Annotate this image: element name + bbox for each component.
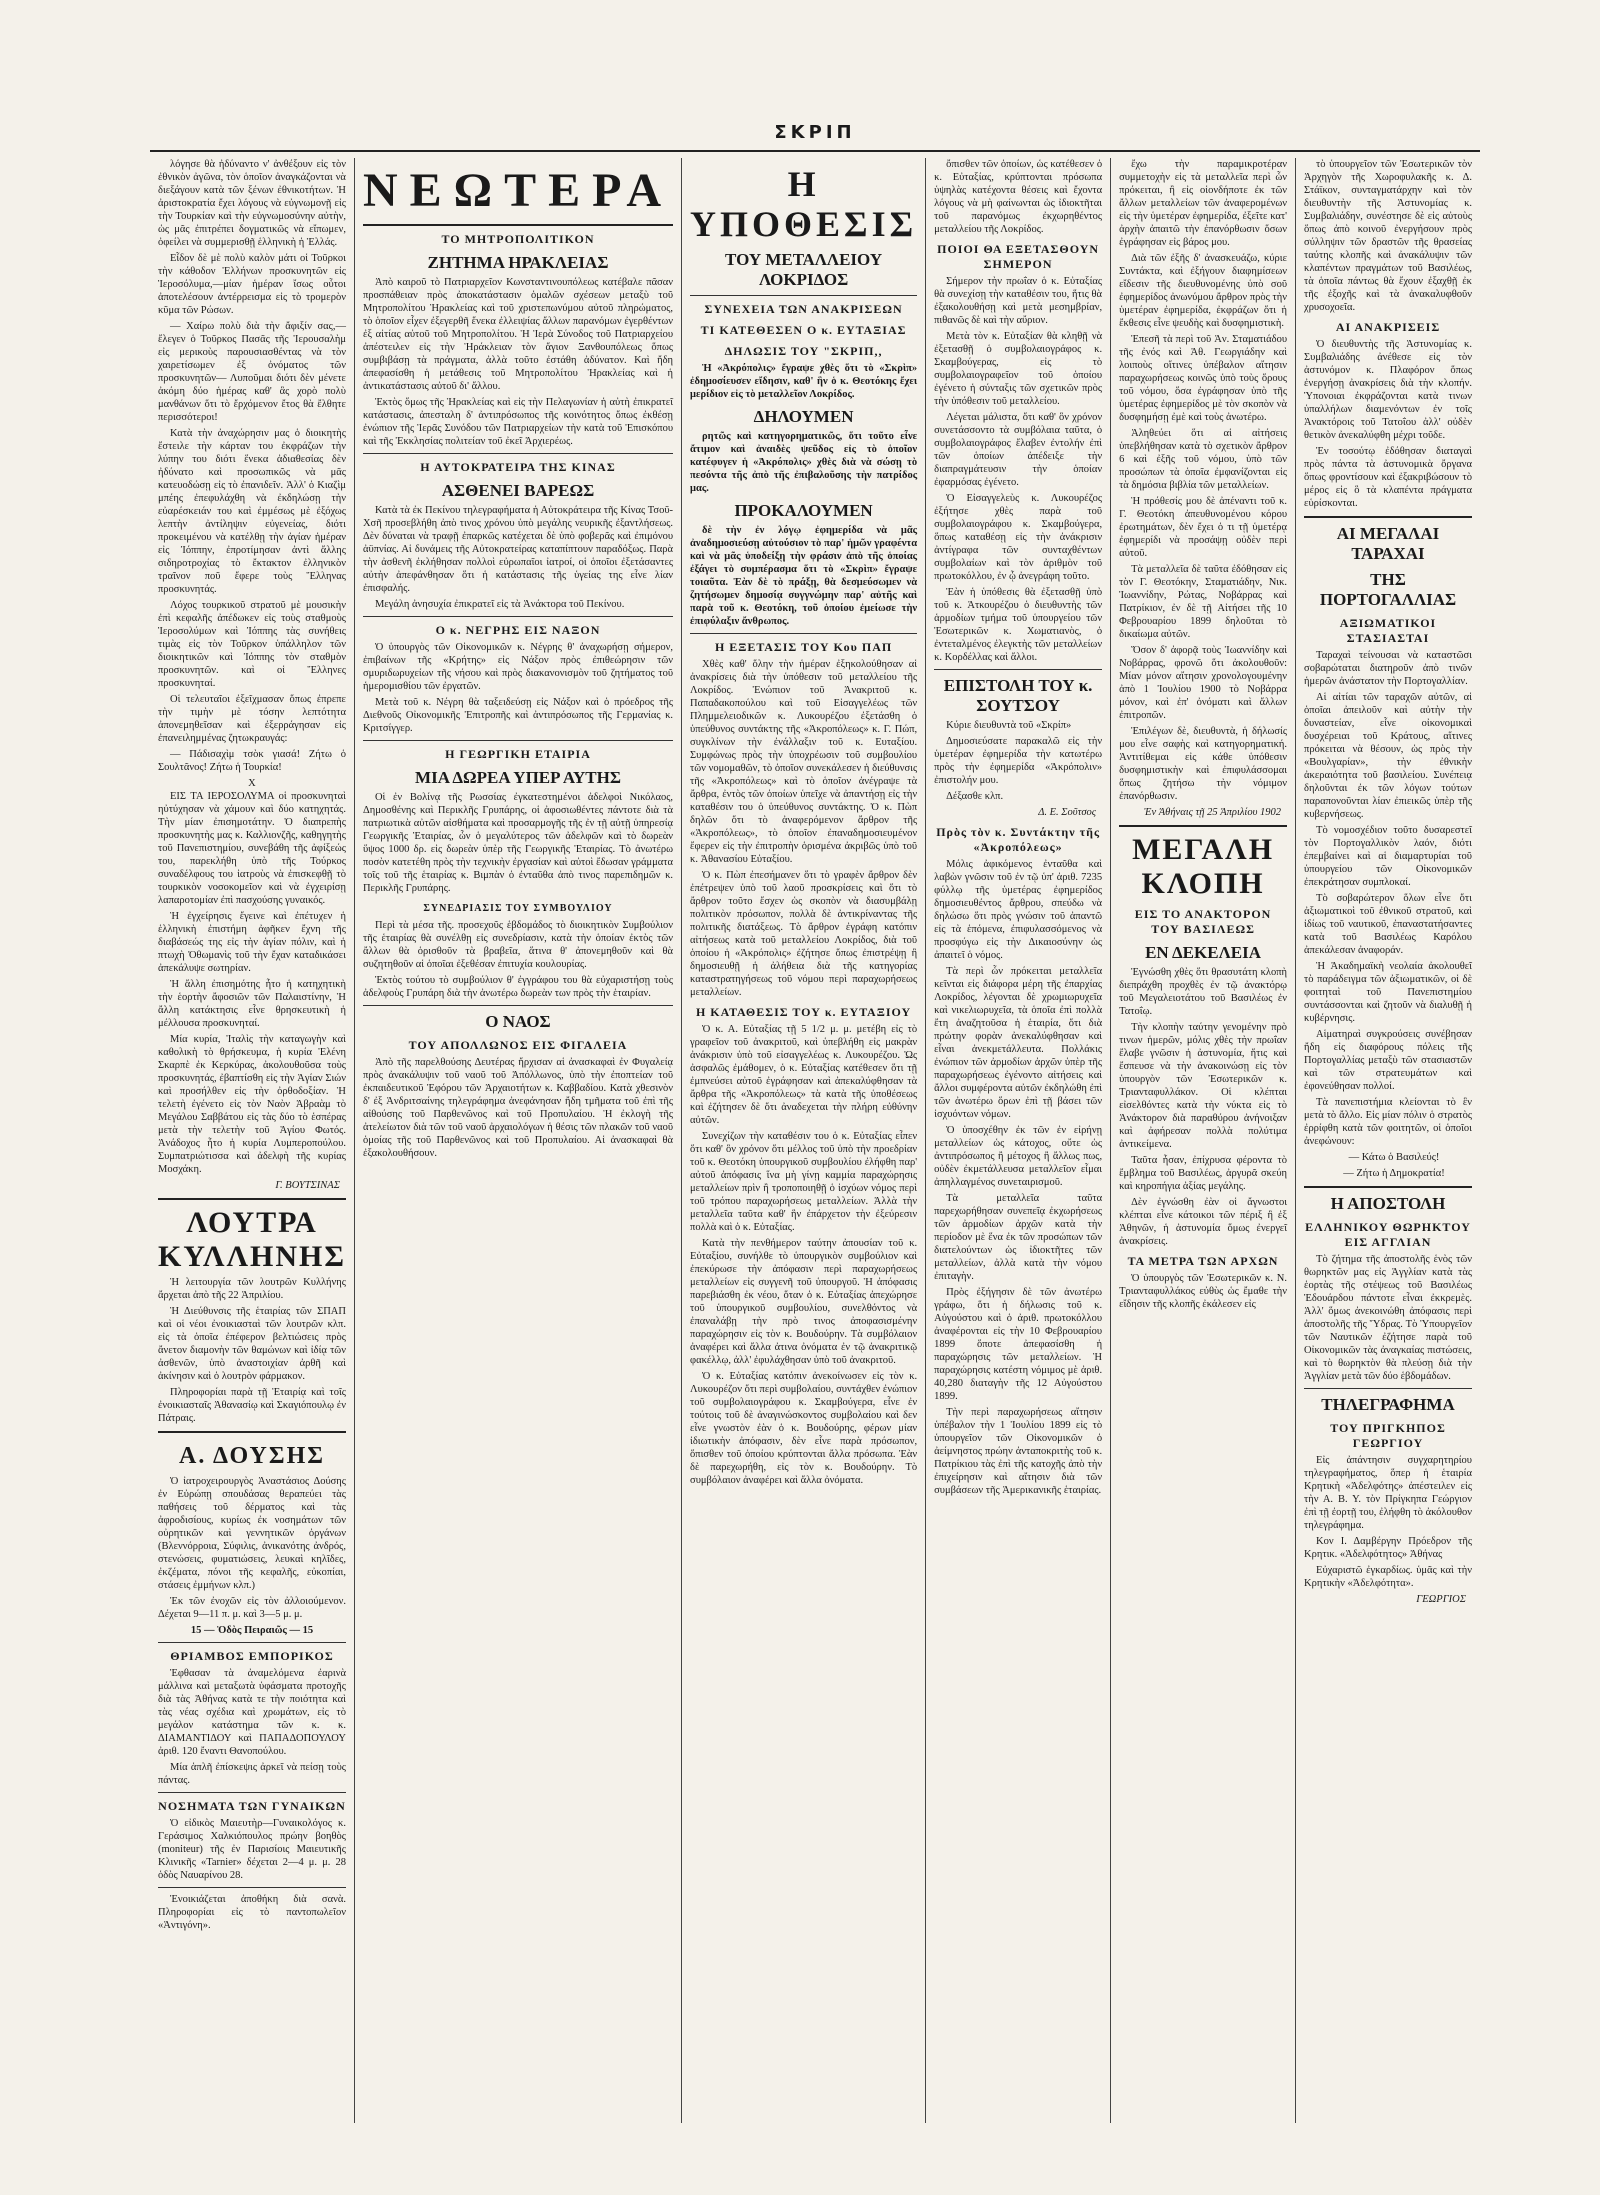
- paragraph: Τὰ πανεπιστήμια κλείονται τὸ ἓν μετὰ τὸ ἄλλο. Εἰς μίαν πόλιν ὁ στρατὸς ἐρρίφθη κατὰ τῶν φοιτητῶν, οἱ ὁποῖοι ἀνεφώνουν:: [1304, 1097, 1472, 1147]
- paragraph: Ἡ Ἀκαδημαϊκὴ νεολαία ἀκολουθεῖ τὸ παράδειγμα τῶν ἀξιωματικῶν, οἱ δὲ φοιτηταὶ τοῦ Πανεπιστημίου συντάσσονται καὶ ζητοῦν νὰ διαλυθῇ ἡ κυβέρνησις.: [1304, 961, 1472, 1024]
- paragraph: Ἀπὸ τῆς παρελθούσης Δευτέρας ἤρχισαν αἱ ἀνασκαφαὶ ἐν Φυγαλείᾳ πρὸς ἀνακάλυψιν τοῦ ναοῦ τοῦ Ἀπόλλωνος, ὑπὸ τὴν ἐποπτείαν τοῦ ἐκπαιδευτικοῦ Ἐφόρου τῶν Ἀρχαιοτήτων κ. Καββαδίου. Κατὰ χθεσινὸν δ' ἐξ Ἀνδριτσαίνης τηλεγράφημα ἀνεφάνησαν ἤδη τμῆματα τοῦ ἐπὶ τῆς αἰθούσης τοῦ Παρθενῶνος καὶ τοῦ Προπυλαίου. Ἡ ἐκλογὴ τῆς ἀτελείωτον διὰ τῶν τοῦ ναοῦ ἀρχαιολόγων ἡ θέσις τῶν πλακῶν τοῦ ναοῦ ὁμοίας τῆς τοῦ Παρθενῶνος καὶ τοῦ Προπυλαίου. Αἱ ἀνασκαφαὶ θὰ ἐξακολουθήσουν.: [362, 1057, 674, 1159]
- divider: [158, 1887, 346, 1888]
- paragraph: Οἱ ἐν Βολίνᾳ τῆς Ρωσσίας ἐγκατεστημένοι ἀδελφοὶ Νικόλαος, Δημοσθένης καὶ Περικλῆς Γρυπάρης, οἱ ἀφοσιωθέντες πάντοτε διὰ τὰ πατριωτικὰ αὐτῶν αἰσθήματα καὶ προσαρμογῆς τῆς ἐν τῇ αὐτῇ ὑπηρεσίᾳ Γεωργικῆς Ἑταιρίας, ὧν ὁ μεγαλύτερος τῶν ἀδελφῶν καὶ τὸ δωρεὰν ὕψος 1000 δρ. εἰς δωρεὰν ὑπὲρ τῆς Γεωργικῆς Ἑταιρίας. Τὸ ἀνωτέρω ποσὸν κατετέθη πρὸς τὴν τεχνικὴν ἐργασίαν καὶ αὐτοὶ ἔδωσαν γράμματα τοῖς τοῦ τῆς ἑταιρίας κ. Βιμπὰν ὁ ἐνταῦθα ἀπὸ τινος παρεπιδημῶν κ. Περικλῆς Γρυπάρης.: [362, 792, 674, 894]
- address: 15 — Ὁδὸς Πειραιῶς — 15: [190, 1625, 314, 1636]
- paragraph: Περὶ τὰ μέσα τῆς. προσεχοῦς ἑβδομάδος τὸ διοικητικὸν Συμβούλιον τῆς ἑταιρίας θὰ συνέλθῃ εἰς συνεδρίασιν, κατὰ τὴν ὁποίαν ἐκτὸς τῶν ἄλλων θὰ ὁρισθοῦν τὰ βραβεῖα, ἅτινα θ' ἀπονεμηθοῦν καὶ θὰ συζητηθοῦν αἱ ὁποῖαι ἐξεθέσαν ἐπιτυχία κουλουρίας.: [362, 920, 674, 970]
- paragraph: Εἶδον δὲ μὲ πολὺ καλὸν μάτι οἱ Τοῦρκοι τὴν κάθοδον Ἑλλήνων προσκυνητῶν εἰς Ἱεροσόλυμα,—μίαν ἡμέραν ἴσως οὗτοι ἀποτελέσουν ἀντέρρεισμα εἰς τὸ τρομερὸν κῦμα τῶν Ρώσων.: [158, 253, 346, 316]
- divider: [158, 1642, 346, 1643]
- paragraph: Ἀπὸ καιροῦ τὸ Πατριαρχεῖον Κωνσταντινουπόλεως κατέβαλε πᾶσαν προσπάθειαν πρὸς ἀποκατάστασιν ὁμαλῶν σχέσεων μεταξὺ τοῦ Μητροπολίτου Ἡρακλείας καὶ τοῦ χριστεπωνύμου αὐτοῦ πληρώματος, τὸ ὁποῖον εἶχεν ἐξεγερθῆ ἕνεκα ἐλλειψίας ἄλλων παρανόμων ἐγερθέντων ἐξ αἰτίας αὐτοῦ τοῦ Μητροπολίτου. Ἡ Ἱερὰ Σύνοδος τοῦ Πατριαρχείου ἀπέστειλεν εἰς τὴν Ἡράκλειαν τὸν ἅγιον Ξανθουπόλεως ὅπως συμβιβάσῃ τὰ πράγματα, ἀλλὰ τοῦτο ἐστάθη ἀδύνατον. Καὶ ἤδη ἀπεφασίσθη ἡ μετάθεσις τοῦ Μητροπολίτου Ἡρακλείας καὶ ἡ ἀντικατάστασις αὐτοῦ δι' ἄλλου.: [362, 277, 674, 392]
- divider: [363, 453, 673, 454]
- paragraph: Ἐκ τῶν ἐνοχῶν εἰς τὸν ἀλλοιούμενον. Δέχεται 9—11 π. μ. καὶ 3—5 μ. μ.: [158, 1596, 346, 1620]
- paragraph: Ὁ ὑποσχέθην ἐκ τῶν ἐν εἰρήνῃ μεταλλείων ὡς κάτοχος, οὔτε ὡς ἀντιπρόσωπος ἢ μέτοχος ἢ ἄλλως πως, οὐδὲν ἐκμετάλλευσα μεταλλεῖον εἶμαι ἀπηλλαγμένος συνεταιρισμοῦ.: [934, 1125, 1103, 1188]
- newspaper-columns: [150, 158, 1480, 2123]
- paragraph: — Πάδισαχὶμ τσὸκ γιασά! Ζήτω ὁ Σουλτᾶνος! Ζήτω ἡ Τουρκία!: [158, 749, 346, 773]
- paragraph: Ἡ Διεύθυνσις τῆς ἑταιρίας τῶν ΣΠΑΠ καὶ οἱ νέοι ἐνοικιασταὶ τῶν λουτρῶν κλπ. εἰς τὰ ὁποῖα ἐπέφερον βελτιώσεις πρὸς ἄνετον διαμονὴν τῶν θαμώνων καὶ ἰδίᾳ τῶν ἀσθενῶν, ὑπὸ ἀναστοιχίαν ἀρθῆ καὶ ἀκίνησιν καὶ ὁ λουτρὸν φάρμακον.: [158, 1306, 346, 1382]
- divider: [363, 224, 673, 226]
- article-subheading: ΑΙ ΑΝΑΚΡΙΣΕΙΣ: [1335, 320, 1441, 334]
- paragraph: Ἐκτὸς τούτου τὸ συμβούλιον θ' ἐγγράφου του θὰ εὐχαριστήσῃ τοὺς ἀδελφοὺς Γρυπάρη διὰ τὴν ἀνωτέρω δωρεὰν των πρὸς τὴν ἑταιρίαν.: [362, 975, 674, 999]
- paragraph: Τὰ μεταλλεῖα ταῦτα παρεχωρήθησαν συνεπεῖᾳ ἐκχωρήσεως τῶν ἀρμοδίων ἀρχῶν κατὰ τὴν περίοδον μὲ ἕνα ἐκ τῶν προσώπων τῶν διατελούντων ὡς ἰδιοκτῆτες τῶν μεταλλείων, ἀλλὰ κατὰ τὴν νόμου ἐπιταγὴν.: [934, 1193, 1103, 1282]
- article-heading: ΕΠΙΣΤΟΛΗ ΤΟΥ κ. ΣΟΥΤΣΟΥ: [943, 676, 1093, 715]
- paragraph: Δέξασθε κλπ.: [946, 791, 1004, 802]
- paragraph: Ἀληθεύει ὅτι αἱ αἰτήσεις ὑπεβλήθησαν κατὰ τὸ σχετικὸν ἄρθρον 6 καὶ ἐξῆς τοῦ νόμου, ὑπὸ τῶν προσώπων τὰ ὁποῖα ἐμφανίζονται εἰς τὰ δημόσια βιβλία τῶν μεταλλείων.: [1119, 428, 1288, 491]
- article-heading: ΤΗΛΕΓΡΑΦΗΜΑ: [1321, 1395, 1455, 1414]
- column-5: [1111, 158, 1296, 2123]
- article-subheading: ΤΙ ΚΑΤΕΘΕΣΕΝ Ο κ. ΕΥΤΑΞΙΑΣ: [700, 323, 907, 337]
- divider: [1304, 1388, 1472, 1389]
- divider: [363, 616, 673, 617]
- paragraph: Πρὸς ἐξήγησιν δὲ τῶν ἀνωτέρω γράφω, ὅτι ἡ δήλωσις τοῦ κ. Αὐγούστου καὶ ὁ ἀριθ. πρωτοκόλλου ἀναφέρονται εἰς τὴν 10 Φεβρουαρίου 1899 ὅποτε ἀπεφασίσθη ἡ παραχώρησις τῶν μεταλλείων. Ἡ παραχώρησις κατέστη νόμιμος μὲ ἀριθ. 40,280 διαταγὴν τῆς 12 Αὐγούστου 1899.: [934, 1287, 1103, 1402]
- article-subheading: ΔΗΛΩΣΙΣ ΤΟΥ "ΣΚΡΙΠ,,: [724, 344, 883, 358]
- paragraph: Οἱ τελευταῖοι ἐξεῖχμασαν ὅπως ἐπρεπε τὴν τιμὴν μὲ τόσην λεπτότητα ἀπονεμηθεῖσαν καὶ ἐξερράγησαν εἰς ἐπανειλημμένας ζητωκραυγάς:: [158, 694, 346, 744]
- paragraph: Ἐνοικιάζεται ἀποθήκη διὰ σανὰ. Πληροφορίαι εἰς τὸ παντοπωλεῖον «Ἀντιγόνη».: [158, 1894, 346, 1931]
- paragraph: Ὁ Εἰσαγγελεὺς κ. Λυκουρέζος ἐξήτησε χθὲς παρὰ τοῦ συμβολαιογράφου κ. Σκαμβούγερα, ὅπως καταθέσῃ εἰς τὴν ἀνάκρισιν ἀντίγραφα τῶν συνταχθέντων συμβολαίων καὶ τὸν ἀριθμὸν τοῦ πρωτοκόλλου, ἐν ᾧ ἀνεγράφη τοῦτο.: [934, 493, 1103, 582]
- paragraph: Κύριε διευθυντὰ τοῦ «Σκρίπ»: [946, 720, 1072, 731]
- ad-heading-nosimata: ΝΟΣΗΜΑΤΑ ΤΩΝ ΓΥΝΑΙΚΩΝ: [158, 1799, 346, 1813]
- divider: [158, 1198, 346, 1200]
- divider: [363, 1005, 673, 1006]
- divider: [1304, 516, 1472, 518]
- column-6: [1296, 158, 1480, 2123]
- article-subheading: ΣΥΝΕΔΡΙΑΣΙΣ ΤΟΥ ΣΥΜΒΟΥΛΙΟΥ: [423, 903, 613, 914]
- article-subheading: ΕΛΛΗΝΙΚΟΥ ΘΩΡΗΚΤΟΥ ΕΙΣ ΑΓΓΛΙΑΝ: [1305, 1220, 1471, 1249]
- paragraph: Δημοσιεύσατε παρακαλῶ εἰς τὴν ὑμετέραν ἐφημερίδα τὴν κατωτέρω πρὸς τὴν ἐφημερίδα «Ἀκρόπολιν» ἐπιστολήν μου.: [934, 736, 1103, 786]
- signature: ΓΕΩΡΓΙΟΣ: [1416, 1594, 1466, 1605]
- section-heading-neotera: ΝΕΩΤΕΡΑ: [362, 164, 674, 217]
- paragraph: Τὰ μεταλλεῖα δὲ ταῦτα ἐδόθησαν εἰς τὸν Γ. Θεοτόκην, Σταματιάδην, Νικ. Ἰωαννίδην, Ρώτας, Νοβάρρας καὶ Πατρίκιον, ἐν δὲ τῇ Αἰτήσει τῆς 10 Φεβρουαρίου 1899 δηλοῦται τὸ δικαίωμα αὐτῶν.: [1119, 564, 1288, 640]
- paragraph: — Ζήτω ἡ Δημοκρατία!: [1343, 1168, 1445, 1179]
- divider: [1119, 825, 1287, 827]
- article-subheading: ΤΟΥ ΑΠΟΛΛΩΝΟΣ ΕΙΣ ΦΙΓΑΛΕΙΑ: [408, 1038, 628, 1052]
- paragraph: ΕΙΣ ΤΑ ΙΕΡΟΣΟΛΥΜΑ οἱ προσκυνηταὶ ηὐτύχησαν νὰ χάμουν καὶ δύο κατηχητάς. Τὴν μίαν ἐπισημοτάτην. Ὁ διαπρεπὴς προσκυνητὴς μας κ. Καλλιονζῆς, καθηγητὴς τοῦ Πανεπιστημίου, συνεβάθη τῆς ἀφίξεώς του, παρεκλήθη ὑπὸ τῆς Τούρκος συναδέλφους του ἰατροὺς νὰ ἐπισκεφθῇ τὸ τουρκικὸν νοσοκομεῖον καὶ νὰ ἐγχειρίσῃ λαπαροτομίαν ἐπὶ πασχούσης γυναικός.: [158, 791, 346, 906]
- paragraph: Ὁ ἰατροχειρουργὸς Ἀναστάσιος Δούσης ἐν Εὐρώπῃ σπουδάσας θεραπεύει τὰς παθήσεις τοῦ δέρματος καὶ τὰς ἀφροδισίους, κυρίως ἐκ νοσημάτων τῶν οὐρητικῶν καὶ γεννητικῶν ὀργάνων (Βλεννόρροια, Σύφιλις, ἀνικανότης ἀνδρός, στενώσεις, φυματιώσεις, λευκαὶ κηλῖδες, ἐκζέματα, πόνοι τῆς κεφαλῆς, εὐκοπίαι, στάσεις ἐμμήνων κλπ.): [158, 1476, 346, 1591]
- paragraph: ὄπισθεν τῶν ὁποίων, ὡς κατέθεσεν ὁ κ. Εὐταξίας, κρύπτονται πρόσωπα ὑψηλὰς κατέχοντα θέσεις καὶ ἔχοντα λόγους νὰ μὴ φαίνωνται ὡς ἰδιοκτῆται τοῦ παρανόμως ἐκχωρηθέντος μεταλλείου τῆς Λοκρίδος.: [934, 159, 1103, 235]
- paragraph: Μόλις ἀφικόμενος ἐνταῦθα καὶ λαβὼν γνῶσιν τοῦ ἐν τῷ ὑπ' ἀριθ. 7235 φύλλῳ τῆς ὑμετέρας ἐφημερίδος δημοσιευθέντος ἄρθρου, σπεύδω νὰ δηλώσω ὅτι πρὸς γνώσιν τοῦ ἀπαντῶ εἰς τὰ ἑπόμενα, ἐπιφυλασσόμενος νὰ προσφύγω εἰς τὴν Δικαιοσύνην ὡς ἀπαιτεῖ ὁ νόμος.: [934, 859, 1103, 961]
- article-subheading: ΤΟΥ ΠΡΙΓΚΗΠΟΣ ΓΕΩΡΓΙΟΥ: [1330, 1421, 1446, 1450]
- paragraph: ἔχω τὴν παραμικροτέραν συμμετοχὴν εἰς τὰ μεταλλεῖα περὶ ὧν πρόκειται, ἢ εἰς οἱονδήποτε ἐκ τῶν ἄλλων μεταλλείων τῶν ἀναφερομένων εἰς τὴν ὑμετέραν ἐφημερίδα, ἐξεῖτε κατ' ἀρχὴν ἀπαιτῶ τὴν ἐπανόρθωσιν ὅσων ἐγράφησαν εἰς βάρος μου.: [1119, 159, 1288, 248]
- paragraph: Συνεχίζων τὴν καταθέσιν του ὁ κ. Εὐταξίας εἶπεν ὅτι καθ' ὃν χρόνον ὅτι μέλλος τοῦ ὑπὸ τὴν προεδρίαν τοῦ κ. Θεοτόκη ὑπουργικοῦ συμβουλίου ἐλήφθη παρ' αὐτοῦ ἀπόφασις ἵνα μὴ γίνῃ καμμία παραχώρησις μεταλλείων πρὶν ἢ τροποποιηθῇ ὁ ἰσχύων νόμος περὶ τοῦ τρόπου παραχωρήσεως μεταλλείων. Ἀλλὰ τὴν μεταλλεῖα ταῦτα καθ' ἣν ἐπάρχετον τὴν ἐξεύρεσιν πολλὰ καὶ ὁ κ. Εὐταξίας.: [690, 1131, 918, 1233]
- paragraph: Μετὰ τὸν κ. Εὐταξίαν θὰ κληθῇ νὰ ἐξετασθῇ ὁ συμβολαιογράφος κ. Σκαμβούγερας, εἰς τὸ συμβολαιογραφεῖον τοῦ ὁποίου ἐγένετο ἡ σύνταξις τῶν σχετικῶν πρὸς τὴν ὑπόθεσιν τοῦ μεταλλείου.: [934, 331, 1103, 407]
- paragraph: Μεγάλη ἀνησυχία ἐπικρατεῖ εἰς τὰ Ἀνάκτορα τοῦ Πεκίνου.: [374, 599, 625, 610]
- paragraph: Αἱ αἰτίαι τῶν ταραχῶν αὐτῶν, αἱ ὁποῖαι ἀπειλοῦν καὶ αὐτὴν τὴν δυναστείαν, εἶνε οἰκονομικαὶ δυσχέρειαι τοῦ Κράτους, αἵτινες πρόκειται νὰ θέσουν, ὡς πρὸς τὴν «Βουλγαρίαν», τὴν ἐθνικὴν ἀκεραιότητα τοῦ βασιλείου. Συνέπειᾳ δηλοῦνται ἐκ τῶν λόγων τούτων παραπονοῦνται λίαν ἐπιεικῶς ὑπὲρ τῆς κυβερνήσεως.: [1304, 692, 1472, 820]
- article-subheading: Η ΕΞΕΤΑΣΙΣ ΤΟΥ Κου ΠΑΠ: [714, 640, 893, 654]
- paragraph: τὸ ὑπουργεῖον τῶν Ἐσωτερικῶν τὸν Ἀρχηγὸν τῆς Χωροφυλακῆς κ. Δ. Στάϊκον, συνταγματάρχην καὶ τὸν διευθυντὴν τῆς Ἀστυνομίας κ. Συμβαλιάδην, συνέστησε δὲ εἰς αὐτοὺς ὅπως ἀπὸ κοινοῦ ἐνεργήσουν πρὸς σύλληψιν τῶν δραστῶν τῆς θρασείας ταύτης κλοπῆς καὶ ἀνακάλυψιν τῶν κλαπέντων πραγμάτων τοῦ Βασιλέως, τὰ ὁποῖα πάντως θὰ ἔχουν ἐξαχθῇ ἐκ τῆς ἐξοχῆς καὶ τὰ ἀνακαλυφθοῦν χρυσοχοεῖα.: [1304, 159, 1472, 313]
- paragraph: Λέγεται μάλιστα, ὅτι καθ' ὃν χρόνον συνετάσσοντο τὰ συμβόλαια ταῦτα, ὁ συμβολαιογράφος ἔλαβεν ἐντολήν ἐπὶ τῶν ὁποίων ἀπέδειξε τὴν διαπραγμάτευσιν τὴν ὁποίαν ἐφαρμόσας ἐγένετο.: [934, 412, 1103, 488]
- paragraph: Ἐν τοσούτῳ ἐδόθησαν διαταγαὶ πρὸς πάντα τὰ ἀστυνομικὰ ὄργανα ὅπως φροντίσουν καὶ ἐξακριβώσουν τὸ μέρος εἰς ὃ τὰ κλαπέντα πράγματα εὑρίσκονται.: [1304, 446, 1472, 509]
- paragraph: Ἡ πρόθεσίς μου δὲ ἀπέναντι τοῦ κ. Γ. Θεοτόκη ἀπευθυνομένου κόρου ἐρωτημάτων, δὲν ἔχει ὁ τι τῇ ὑμετέρᾳ ἐφημερίδι νὰ προσάψῃ οὐδὲν περὶ αὐτοῦ.: [1119, 496, 1288, 559]
- article-heading: ΜΕΓΑΛΗ ΚΛΟΠΗ: [1132, 833, 1275, 900]
- paragraph: — Χαίρω πολὺ διὰ τὴν ἄφιξίν σας,— ἔλεγεν ὁ Τοῦρκος Πασᾶς τῆς Ἱερουσαλὴμ εἰς μερικοὺς παρουσιασθέντας νὰ τὸν χαιρετίσωμεν ἐξ ὀνόματος τῶν προσκυνητῶν— Λυποῦμαι διότι δὲν μένετε ἀκόμη δύο ἡμέρας καθ' ἃς χορὸ πολὺ μανθάνων ὅτι τὸ ἔρχόμενον ἔτος θὰ ἔλθητε περισσότεροι!: [158, 321, 346, 423]
- paragraph: Ταραχαὶ τείνουσαι νὰ καταστῶσι σοβαρώταται διατηροῦν ἀπὸ τινῶν ἡμερῶν ἀνάστατον τὴν Πορτογαλλίαν.: [1304, 650, 1472, 687]
- paragraph: Ὁ διευθυντὴς τῆς Ἀστυνομίας κ. Συμβαλιάδης ἀνέθεσε εἰς τὸν ἀστυνόμον κ. Πλαφόρον ὅπως ἐνεργήσῃ ἀνακρίσεις διὰ τὴν κλοπήν. Ὑπονοιαι ἐκφράζονται κατὰ τινων ὑπαλλήλων διαμενόντων ἐν τοῖς Ἀνακτόροις τοῦ Τατοΐου ἀλλ' οὐδὲν θετικὸν ἀνεκαλύφθη μέχρι τοῦδε.: [1304, 339, 1472, 441]
- statement-heading: ΠΡΟΚΑΛΟΥΜΕΝ: [734, 501, 873, 520]
- article-heading: Ο ΝΑΟΣ: [485, 1012, 551, 1031]
- paragraph: Ἐφθασαν τὰ ἀναμελόμενα ἐαρινὰ μάλλινα καὶ μεταξωτὰ ὑφάσματα προτοχῆς διὰ τὰς Ἀθήνας κατὰ τε τὴν ποιότητα καὶ τὰς νέας σχέδια καὶ χρωμάτων, εἰς τὸ μεγάλον κατάστημα τῶν κ. κ. ΔΙΑΜΑΝΤΙΔΟΥ καὶ ΠΑΠΑΔΟΠΟΥΛΟΥ ἀριθ. 120 ἔναντι Θανοπούλου.: [158, 1668, 346, 1757]
- paragraph: Εἰς ἀπάντησιν συγχαρητηρίου τηλεγραφήματος, ὅπερ ἡ ἑταιρία Κρητικὴ «Ἀδελφότης» ἀπέστειλεν εἰς τὴν Α. Β. Υ. τὸν Πρίγκηπα Γεώργιον ἐπὶ τῇ ἐορτῇ του, ἐλήφθη τὸ ἀκόλουθον τηλεγράφημα.: [1304, 1455, 1472, 1531]
- divider: [158, 1431, 346, 1433]
- column-3: [682, 158, 926, 2123]
- paragraph: Ὁ εἰδικὸς Μαιευτὴρ—Γυναικολόγος κ. Γεράσιμος Χαλκιόπουλος πρώην βοηθὸς (moniteur) τῆς ἐν Παρισίοις Μαιευτικῆς Κλινικῆς «Tarnier» δέχεται 2—4 μ. μ. 28 ὁδὸς Ναυαρίνου 28.: [158, 1818, 346, 1881]
- paragraph: λόγησε θὰ ἠδύναντο ν' ἀνθέξουν εἰς τὸν ἐθνικὸν ἀγῶνα, τὸν ὁποῖον ἀναγκάζονται νὰ διεξάγουν κατὰ τῶν ξένων ἐθνικοτήτων. Ἡ ἀριστοκρατία ἔχει λόγους νὰ εὐγνωμονῇ εἰς τὴν Τουρκίαν καὶ τὴν εὐγνωμοσύνην αὐτὴν, ὡς μᾶς ἐπιτρέπει δογματικῶς νὰ εἴπωμεν, ὀφείλει νὰ συμμερισθῇ ἑλληνικὴ ἡ Ἑλλάς.: [158, 159, 346, 248]
- paragraph: Κατὰ τὴν ἀναχώρησιν μας ὁ διοικητὴς ἔστειλε τὴν κάρταν του ἐκφράζων τὴν λύπην του διότι ἕνεκα ἀδιαθεσίας δὲν ἠδύνατο καὶ προσωπικῶς νὰ μᾶς κατευοδώσῃ εἰς τὸ ἐπανιδεῖν. Ἀλλ' ὁ Κιαζὶμ μπέης ἐπεφυλάχθη νὰ ἐκδηλώσῃ τὴν εὐαρέσκειάν του καὶ ἐμμέσως μὲ ἐξόχως λεπτὴν ἀντίληψιν εὐγενείας, διότι προκειμένου νὰ κατέλθῃ τὴν ἀγίαν ἡμέραν εἰς Ἰόππην, ἐπροτίμησαν ἀντὶ ἄλλης σιδηροτροχίας τὸ ἔκτακτον ἐλληνικὸν τραῖνον ποῦ ἔφερε τοὺς Ἕλληνας προσκυνητάς.: [158, 428, 346, 595]
- paragraph: Κον Ι. Δαμβέργην Πρόεδρον τῆς Κρητικ. «Ἀδελφότητος» Ἀθήνας: [1304, 1536, 1472, 1560]
- column-2: [355, 158, 682, 2123]
- paragraph: Αἱματηραὶ συγκρούσεις συνέβησαν ἤδη εἰς διαφόρους πόλεις τῆς Πορτογαλλίας μεταξὺ τῶν στασιαστῶν καὶ τῶν στρατευμάτων καὶ ἐφονεύθησαν πολλοί.: [1304, 1029, 1472, 1092]
- column-1: [150, 158, 355, 2123]
- paragraph: Ὁ ὑπουργὸς τῶν Ἐσωτερικῶν κ. Ν. Τριανταφυλλάκος εὐθὺς ὡς ἔμαθε τὴν εἴδησιν τῆς κλοπῆς ἐκάλεσεν εἰς: [1119, 1273, 1288, 1310]
- article-subheading: ΠΟΙΟΙ ΘΑ ΕΞΕΤΑΣΘΟΥΝ ΣΗΜΕΡΟΝ: [937, 242, 1100, 271]
- paragraph: Ἡ ἐγχείρησις ἔγεινε καὶ ἐπέτυχεν ἡ ἑλληνικὴ ἐπιστήμη ἀφῆκεν ἔχνη τῆς διαβάσεώς της εἰς τὴν ἁγίαν πόλιν, καὶ ἡ πτωχὴ Ὀθωμανὶς τοῦ τὴν ἔχαν καταδικάσει ἀπεκάλυψε σωτηρίαν.: [158, 911, 346, 974]
- paragraph: Μετὰ τοῦ κ. Νέγρη θὰ ταξειδεύσῃ εἰς Νάξον καὶ ὁ πρόεδρος τῆς Διεθνοῦς Οἰκονομικῆς Ἐπιτροπῆς καὶ ἀντιπρόσωπος τῆς Γερμανίας κ. Κριτσίγγερ.: [362, 697, 674, 734]
- paragraph: Ὁ κ. Α. Εὐταξίας τῇ 5 1/2 μ. μ. μετέβη εἰς τὸ γραφεῖον τοῦ ἀνακριτοῦ, καὶ ὑπεβλήθη εἰς μακρὰν ἀνάκρισιν ὑπὸ τοῦ εἰσαγγελέως κ. Λυκουρέζου. Ὡς ἀσφαλῶς ἐμάθομεν, ὁ κ. Εὐταξίας κατέθεσεν ὅτι τῇ ἐμπνεύσει αὐτοῦ ἐγράφησαν καὶ ἀπεκαλύφθησαν τὰ ἄρθρα τῆς «Ἀκροπόλεως» τὰ κατὰ τῆς ὑποθέσεως καὶ ἐζήτησεν δὲ ὅτι ἀναδεχεται τὴν πλήρη εὐθύνην αὐτῶν.: [690, 1024, 918, 1126]
- paragraph: Ὅσον δ' ἀφορᾷ τοὺς Ἰωαννίδην καὶ Νοβάρρας, φρονῶ ὅτι ἀκολουθοῦν: Μίαν μόνον αἴτησιν χρονολογουμένην ἀπὸ 1 Ἰουλίου 1900 τὸ Νοβάρρα μόνον, καὶ ἐπ' ὀνόματι καὶ ἄλλων ἐπιτροπῶν.: [1119, 645, 1288, 721]
- masthead: [150, 120, 1480, 152]
- article-subheading: ΤΟΥ ΜΕΤΑΛΛΕΙΟΥ ΛΟΚΡΙΔΟΣ: [725, 250, 883, 289]
- paragraph: Μία κυρία, Ἰταλὶς τὴν καταγωγὴν καὶ καθολικὴ τὸ θρήσκευμα, ἡ κυρία Ἐλένη Σκαρπὲ ἐκ Κερκύρας, ἀκολουθοῦσα τοὺς προσκυνητάς, ἐβαπτίσθη εἰς τὴν Ἁγίαν Σιών καὶ προσήλθεν εἰς τὴν ὀρθοδοξίαν. Ἡ τελετὴ ἐγένετο εἰς τὸν Ναὸν Ἀβραὰμ τὸ Μεγάλου Σαββάτου εἰς τὰς δύο τὸ ἑσπέρας μετὰ τὴν τελετὴν τοῦ Ἁγίου Φωτός. Ἀνάδοχος ἦτο ἡ κυρία Λυμπεροπούλου. Συμπατριώτισσα καὶ ἀδελφὴ τῆς κυρίας Μοσχάκη.: [158, 1034, 346, 1175]
- article-subheading: ΑΣΘΕΝΕΙ ΒΑΡΕΩΣ: [441, 481, 595, 500]
- section-mark: Χ: [248, 778, 256, 789]
- article-heading: ΑΙ ΜΕΓΑΛΑΙ ΤΑΡΑΧΑΙ: [1336, 524, 1440, 563]
- paragraph: ρητῶς καὶ κατηγορηματικῶς, ὅτι τοῦτο εἶνε ἄτιμον καὶ ἀναιδὲς ψεῦδος εἰς τὸ ὁποῖον κατέφυγεν ἡ «Ἀκρόπολις» χθὲς διὰ νὰ σώσῃ τὸ πεσόντα τῆς ἀπὸ τῆς ἐπιβαλοῦσης τὴν πατρίδος μας.: [690, 431, 918, 494]
- paragraph: Τὸ σοβαρώτερον ὅλων εἶνε ὅτι ἀξιωματικοὶ τοῦ ἐθνικοῦ στρατοῦ, καὶ ἰδίως τοῦ ναυτικοῦ, ἐπαναστατήσαντες κατὰ τοῦ Βασιλέως Καρόλου ἀπεκάλεσαν ἀναφοράν.: [1304, 893, 1472, 956]
- divider: [158, 1792, 346, 1793]
- article-heading: Η ΓΕΩΡΓΙΚΗ ΕΤΑΙΡΙΑ: [445, 747, 591, 761]
- article-subheading: ΖΗΤΗΜΑ ΗΡΑΚΛΕΙΑΣ: [427, 253, 609, 272]
- signature: Γ. ΒΟΥΤΣΙΝΑΣ: [275, 1180, 340, 1191]
- paragraph: Σήμερον τὴν πρωΐαν ὁ κ. Εὐταξίας θὰ συνεχίσῃ τὴν καταθέσιν του, ἥτις θὰ ἐξακολουθήσῃ καὶ μετὰ μεσημβρίαν, πιθανῶς δὲ καὶ τὴν αὔριον.: [934, 276, 1103, 326]
- ad-heading-thriamvos: ΘΡΙΑΜΒΟΣ ΕΜΠΟΡΙΚΟΣ: [170, 1649, 334, 1663]
- signature: Ἐν Ἀθήναις τῇ 25 Ἀπριλίου 1902: [1144, 807, 1282, 818]
- divider: [363, 740, 673, 741]
- paragraph: Χθὲς καθ' ὅλην τὴν ἡμέραν ἐξηκολούθησαν αἱ ἀνακρίσεις διὰ τὴν ὑπόθεσιν τοῦ μεταλλείου τῆς Λοκρίδος. Ἐνώπιον τοῦ Ἀνακριτοῦ κ. Παπαδακοπούλου καὶ τοῦ Εἰσαγγελέως τῶν Πλημμελειοδικῶν κ. Λυκουρέζου ἐξετάσθη ὁ ὑπεύθυνος συντάκτης τῆς «Ἀκροπόλεως» κ. Γ. Πώπ, συγκλίνων τὴν ἐνάλλαξιν τοῦ κ. Ευταξίου. Συμφώνως πρὸς τὴν ὑποχρέωσιν τοῦ συμβουλίου τῶν νομομαθῶν, τὸ ὁποῖον συνεκάλεσεν ἡ διεύθυνσις τῆς «Ἀκροπόλεως» καὶ τὸ ὁποῖον ἀνέγραψε τὰ ἄρθρα, ἐντὸς τῶν ὁποίων ὑπεῖχε νὰ ἀπαντήσῃ εἰς τὴν καταθέσιν του ὁ ὑπεύθυνος συντάκτης. Ὁ κ. Πὼπ δηλῶν ὅτι τὸ ἀναφερόμενον ἄρθρον τῆς «Ἀκροπόλεως», τὸ ὁποῖον ἐπαναδημοσιευμένον ἔφερεν εἰς τὴν ἐπιτροπὴν ὁρισμένα ἀκριβῶς ὑπὸ τοῦ κ. Ἀθανασίου Εὐταξίου.: [690, 659, 918, 865]
- article-heading: Η ΥΠΟΘΕΣΙΣ: [690, 164, 918, 244]
- paragraph: Τὴν κλοπὴν ταύτην γενομένην πρὸ τινων ἡμερῶν, μόλις χθὲς τὴν πρωΐαν ἔλαβε γνῶσιν ἡ ἀστυνομία, ἥτις καὶ ἔσπευσε νὰ τὴν ἀνακοινώσῃ εἰς τὸν ὑπουργὸν τῶν Ἐσωτερικῶν κ. Τριανταφυλλάκον. Οἱ κλέπται εἰσελθόντες κατὰ τὴν νύκτα εἰς τὸ Ἀνάκτορον διὰ παραθύρου ἀνήνοιξαν καὶ ἀφήρεσαν πολλὰ πολύτιμα ἀντικείμενα.: [1119, 1022, 1288, 1150]
- paragraph: Ὁ ὑπουργὸς τῶν Οἰκονομικῶν κ. Νέγρης θ' ἀναχωρήσῃ σήμερον, ἐπιβαίνων τῆς «Κρήτης» εἰς Νάξον πρὸς ἐπιθεώρησιν τῶν σμυριδωρυχείων τῆς νήσου καὶ πρὸς διακανονισμὸν τοῦ ζητήματος τοῦ ἡμερομισθίου τῶν ἐργατῶν.: [362, 642, 674, 692]
- paragraph: Ἐγνώσθη χθὲς ὅτι θρασυτάτη κλοπὴ διεπράχθη προχθὲς ἐν τῷ ἀνακτόρῳ τοῦ Μεγαλειοτάτου τοῦ Βασιλέως ἐν Τατοΐῳ.: [1119, 967, 1288, 1017]
- divider: [690, 633, 917, 634]
- paragraph: Λόχος τουρκικοῦ στρατοῦ μὲ μουσικὴν ἐπὶ κεφαλῆς ἀπέδωκεν εἰς τοὺς σταθμοὺς Ἱεροσολύμων καὶ Ἰόππης τὰς συνήθεις τιμὰς εἰς τὸν Τοῦρκον ὑπάλληλον τῶν διοικητικῶν καὶ Ἰόππης τὸν σταθμὸν προσκυνητῶν. καὶ οἱ Ἕλληνες προσκυνηταί.: [158, 600, 346, 689]
- paragraph: Ἡ ἄλλη ἐπισημότης ἦτο ἡ κατηχητικὴ τὴν ἑορτὴν ἄφοσιῶν τῶν Παλαιστίνην, Ἡ ἄλλη κατάκτησις εἶνε θρησκευτικὴ ἡ μέλλουσα προσκυνηταί.: [158, 979, 346, 1029]
- article-heading: ΤΗΣ ΠΟΡΤΟΓΑΛΛΙΑΣ: [1319, 570, 1457, 609]
- article-heading: ΤΟ ΜΗΤΡΟΠΟΛΙΤΙΚΟΝ: [441, 232, 595, 246]
- paragraph: Διὰ τῶν ἐξῆς δ' ἀνασκευάζω, κύριε Συντάκτα, καὶ ἐξήγουν διαφημίσεων εἴδεσιν τῆς διευθυνομένης ὑπὸ σοῦ ἐφημερίδος ἀνωνύμου ἄρθρον πρὸς τὴν ὑμετέραν ἐφημερίδα, ἐκφράζων ὅτι ἡ ἔκθεσις εἶνε ψευδὴς καὶ δυσφημιστικὴ.: [1119, 253, 1288, 329]
- ad-heading-douses: Α. ΔΟΥΣΗΣ: [179, 1443, 325, 1469]
- divider: [690, 295, 917, 296]
- paragraph: Κατὰ τὰ ἐκ Πεκίνου τηλεγραφήματα ἡ Αὐτοκράτειρα τῆς Κίνας Τσοῦ-Χσῆ προσεβλήθη ἀπὸ τινος χρόνου ὑπὸ μεγάλης νευρικῆς ἐξαντλήσεως. Δὲν δύναται νὰ τραφῇ ἐπαρκῶς κατέχεται δὲ ὑπὸ φοβερᾶς καὶ ἐπιμόνου ἀϋπνίας. Αἱ δυνάμεις τῆς Αὐτοκρατείρας καταπίπτουν παραδόξως. Παρὰ τὴν ἀσθενῆ ἐκλήθησαν πολλοὶ εὐρωπαῖοι ἰατροί, οἱ ὁποῖοι ἐξετάσαντες αὐτὴν ἀπεφάνθησαν ὅτι ἡ κατάστασις τῆς ὑγείας της εἶνε λίαν ἐπισφαλής.: [362, 505, 674, 594]
- paragraph: Τὸ νομοσχέδιον τοῦτο δυσαρεστεῖ τὸν Πορτογαλλικὸν λαόν, διότι ἐπεμβαίνει καὶ αἱ διαμαρτυρίαι τοῦ ὑπουργείου τῶν Οἰκονομικῶν ἐπεκράτησαν συμπλοκαί.: [1304, 825, 1472, 888]
- paragraph: Ἐπεσῆ τὰ περὶ τοῦ Ἀν. Σταματιάδου τῆς ἐνός καὶ Ἀθ. Γεωργιάδην καὶ λοιποὺς οἵτινες ὑπέβαλον αἴτησιν παραχωρήσεως κοινῶς ὑπὸ τοὺς ὅρους τοῦ νόμου, ὅσα ἐγράφησαν ὑπὸ τῆς ὑμετέρας ἐφημερίδος μὲ τὸν σκοπὸν νὰ δυσφημήσῃ ἐμὲ καὶ τοὺς ἀνωτέρω.: [1119, 334, 1288, 423]
- article-subheading: ΤΑ ΜΕΤΡΑ ΤΩΝ ΑΡΧΩΝ: [1127, 1254, 1279, 1268]
- article-subheading: ΜΙΑ ΔΩΡΕΑ ΥΠΕΡ ΑΥΤΗΣ: [415, 768, 621, 787]
- article-heading: Η ΑΥΤΟΚΡΑΤΕΙΡΑ ΤΗΣ ΚΙΝΑΣ: [420, 460, 616, 474]
- paragraph: Ἡ λειτουργία τῶν λουτρῶν Κυλλήνης ἄρχεται ἀπὸ τῆς 22 Ἀπριλίου.: [158, 1277, 346, 1301]
- paragraph: Εὐχαριστῶ ἐγκαρδίως. ὑμᾶς καὶ τὴν Κρητικὴν «Ἀδελφότητα».: [1304, 1565, 1472, 1589]
- paragraph: δὲ τὴν ἐν λόγῳ ἐφημερίδα νὰ μᾶς ἀναδημοσιεύσῃ αὐτούσιον τὸ παρ' ἡμῶν γραφέντα καὶ νὰ μᾶς ὑποδείξῃ τὴν φράσιν ἀπὸ τῆς ὁποίας ἐξάγει τὸ συμπέρασμα ὅτι τὸ «Σκρὶπ» ἔγραψε τοιαῦτα. Ἐὰν δὲ τὸ πράξῃ, θὰ δεσμεύσωμεν νὰ ζητήσωμεν δημοσίᾳ συγγνώμην παρ' αὐτῆς καὶ παρὰ τοῦ κ. Θεοτόκη, τοῦ ὁποίου ἐμείωσε τὴν ἐπιφύλαξιν ἄνθρωπος.: [690, 525, 918, 627]
- paragraph: Τὸ ζήτημα τῆς ἀποστολῆς ἑνὸς τῶν θωρηκτῶν μας εἰς Ἀγγλίαν κατὰ τὰς ἑορτὰς τῆς στέψεως τοῦ Βασιλέως Ἐδουάρδου πάντοτε εἶναι ἐκκρεμὲς. Ἀλλ' ὅμως ἀνεκοινώθη ἀπόφασις περὶ ἀποστολῆς τῆς Ὕδρας. Τὸ Ὑπουργεῖον τῶν Ναυτικῶν ἐζήτησε παρὰ τοῦ Οἰκονομικῶν τὰς ἀναγκαίας πιστώσεις, καὶ τὸ θωρηκτὸν θὰ πλεύσῃ διὰ τὴν Ἀγγλίαν μετὰ τῶν δύο ἑβδομάδων.: [1304, 1254, 1472, 1382]
- paragraph: Κατὰ τὴν πενθήμερον ταύτην ἀπουσίαν τοῦ κ. Εὐταξίου, συνήλθε τὸ ὑπουργικὸν συμβούλιον καὶ ἐπεκύρωσε τὴν ἀπόφασιν περὶ παραχωρήσεως μεταλλείων εἰς συγγενῆ τοῦ ὑπουργοῦ. Ἡ ἀπόφασις παρεβιάσθη ἐκ νέου, ὅταν ὁ κ. Εὐταξίας ἀπεχώρησε τοῦ ὑπουργικοῦ συμβουλίου, συνελθόντος νὰ ἐπαναλάβῃ τὴν πρὸ τινος ἀποφασισμένην παραχώρησιν εἰς τὸν κ. Βουδούρην. Τὰ συμβόλαιον ἀναφέρει καὶ ἄλλα ἀτινα ὀνόματα ἐν τῷ ἀνακριτικῷ φακέλλῳ, ἀλλ' ἐφυλάχθησαν ὑπὸ τοῦ ἀνακριτοῦ.: [690, 1238, 918, 1366]
- paragraph: Ἐὰν ἡ ὑπόθεσις θὰ ἐξετασθῇ ὑπὸ τοῦ κ. Ἀτκουρέζου ὁ διευθυντὴς τῶν ἁρμοδίων τμήμα τοῦ ὑπουργείου τῶν Ἐσωτερικῶν κ. Χωματιανὸς, ὁ ἐντεταλμένος ἐλεγκτὴς τῶν μεταλλείων κ. Κορδέλλας καὶ ἄλλοι.: [934, 587, 1103, 663]
- article-heading: Η ΑΠΟΣΤΟΛΗ: [1330, 1194, 1446, 1213]
- newspaper-title: ΣΚΡΙΠ: [774, 122, 856, 143]
- paragraph: Δὲν ἐγνώσθη ἐὰν οἱ ἄγνωστοι κλέπται εἶνε κάτοικοι τῶν πέριξ ἢ ἐξ Ἀθηνῶν, ἡ ἀστυνομία ὅμως ἐνεργεῖ ἀνακρίσεις.: [1119, 1197, 1288, 1247]
- paragraph: — Κάτω ὁ Βασιλεύς!: [1348, 1152, 1440, 1163]
- paragraph: Τὴν περὶ παραχωρήσεως αἴτησιν ὑπέβαλον τὴν 1 Ἰουλίου 1899 εἰς τὸ ὑπουργεῖον τῶν Οἰκονομικῶν ὁ ἀείμνηστος πρώην ἀνταποκριτὴς τοῦ κ. Πατρίκιου τὰς ἐπὶ τῆς κατοχῆς ἀπὸ τὴν ἐπιχείρησιν καὶ αἴτησιν διὰ τῶν συμβάσεων τῆς Ἀμερικανικῆς ἑταιρίας.: [934, 1407, 1103, 1496]
- divider: [1304, 1186, 1472, 1188]
- article-subheading: ΕΙΣ ΤΟ ΑΝΑΚΤΟΡΟΝ ΤΟΥ ΒΑΣΙΛΕΩΣ: [1134, 907, 1272, 936]
- article-subheading: ΕΝ ΔΕΚΕΛΕΙΑ: [1145, 943, 1261, 962]
- article-heading: Ο κ. ΝΕΓΡΗΣ ΕΙΣ ΝΑΞΟΝ: [435, 623, 601, 637]
- article-subheading: ΑΞΙΩΜΑΤΙΚΟΙ ΣΤΑΣΙΑΣΤΑΙ: [1339, 616, 1437, 645]
- paragraph: Ταῦτα ἦσαν, ἐπίχρυσα φέροντα τὸ ἔμβλημα τοῦ Βασιλέως, ἀργυρᾶ σκεύη καὶ κηροπήγια ἀξίας μεγάλης.: [1119, 1155, 1288, 1192]
- article-subheading: Η ΚΑΤΑΘΕΣΙΣ ΤΟΥ κ. ΕΥΤΑΞΙΟΥ: [695, 1005, 912, 1019]
- paragraph: Πληροφορίαι παρὰ τῇ Ἑταιρίᾳ καὶ τοῖς ἐνοικιασταῖς Ἀθανασίῳ καὶ Σκαγιόπουλῳ ἐν Πάτραις.: [158, 1387, 346, 1424]
- paragraph: Ὁ κ. Εὐταξίας κατόπιν ἀνεκοίνωσεν εἰς τὸν κ. Λυκουρέζον ὅτι περὶ συμβολαίου, συντάχθεν ἐνώπιον τοῦ συμβολαιογράφου κ. Σκαμβούγερα, εἶνε ἐν τούτοις τοῦ δὲ ἀναγινώσκοντος συμβολαίου καὶ δεν εἶνε γνωστὸν ἐὰν ὁ κ. Βουδούρης, φέρων μίαν ἰδιωτικὴν ἀπόφασιν, δὲν εἶνε παρὰ πρόσωπον, ὅπισθεν τοῦ ὁποίου κρύπτονται ἄλλα πρόσωπα. Ἐὰν δὲ παρεχωρήθη, εἰς τὸν κ. Βουδούρην. Τὸ συμβόλαιον ἀναφέρει καὶ ἄλλα ὀνόματα.: [690, 1371, 918, 1486]
- paragraph: Ὁ κ. Πὼπ ἐπεσήμανεν ὅτι τὸ γραφὲν ἄρθρον δὲν ἐπέτρεψεν ὑπὸ τοῦ λαοῦ προσκρίσεις καὶ ὅτι τὸ ἄρθρον τοῦτο ἔσχεν ὡς σκοπὸν νὰ διασυμβάλῃ πολιτικὸν πρόσωπον, πολλὰ δὲ ἀντικρίναντας τῆς πολιτικῆς διατάξεως. Τὸ ἄρθρον ἐγράφη κατόπιν αἰτήσεως κατὰ τοῦ μεταλλείου Λοκρίδος, διὰ τοῦ ὁποίου ἡ «Ἀκρόπολις» ἐζήτησε ὅπως ἐπιστρέψῃ ἢ δημοσιευθῇ ἡ ἀλήθεια διὰ τῆς κατηγορίας καταστρατηγήσεως τοῦ νόμου περὶ παραχωρήσεως μεταλλείων.: [690, 870, 918, 998]
- paragraph: Μία ἁπλῆ ἐπίσκεψις ἀρκεῖ νὰ πείσῃ τοὺς πάντας.: [158, 1762, 346, 1786]
- paragraph: Ἡ «Ἀκρόπολις» ἔγραψε χθὲς ὅτι τὸ «Σκρὶπ» ἐδημοσίευσεν εἴδησιν, καθ' ἣν ὁ κ. Θεοτόκης ἔχει μερίδιον εἰς τὸ μεταλλεῖον Λοκρίδος.: [690, 363, 918, 400]
- paragraph: Τὰ περὶ ὧν πρόκειται μεταλλεῖα κεῖνται εἰς διάφορα μέρη τῆς ἐπαρχίας Λοκρίδος, λέγονται δὲ χρωμιωρυχεῖα καὶ νικελιωρυχεῖα, τὰ ὁποῖα ἐπὶ πολλὰ ἔτη ἀναζητοῦσα ἡ ἑταιρία, ὅτι διὰ πρώτην φορὰν ἀνεκαλύφθησαν καὶ εἶναι ἀνεκμετάλλευτα. Πολλάκις ἐνώπιον τῶν ἀρμοδίων ἀρχῶν ὑπὲρ τῆς παραχωρήσεως ἐγένοντο αἰτήσεις καὶ ἄλλοι συμφέροντα αὐτῶν ἐκδηλώθη ἐπὶ τῶν ἀνωτέρω ὅρων ἐπὶ τῇ βάσει τῶν ἰσχυόντων νόμων.: [934, 966, 1103, 1120]
- letter-heading: Πρὸς τὸν κ. Συντάκτην τῆς «Ἀκροπόλεως»: [936, 825, 1101, 854]
- article-subheading: ΣΥΝΕΧΕΙΑ ΤΩΝ ΑΝΑΚΡΙΣΕΩΝ: [704, 302, 903, 316]
- column-4: [926, 158, 1111, 2123]
- paragraph: Ἐκτὸς ὅμως τῆς Ἡρακλείας καὶ εἰς τὴν Πελαγωνίαν ἡ αὐτὴ ἐπικρατεῖ κατάστασις, ἀπεσταλη δ' ἀντιπρόσωπος τῆς κοινότητος ὅπως ἐκθέσῃ ἐνώπιον τῆς Ἱερᾶς Συνόδου τῶν Πατριαρχείων τὴν κατὰ τοῦ Ἐπισκόπου καὶ τῆς Ἐκκλησίας πολιτείαν τοῦ ἐκεῖ Ἀρχιερέως.: [362, 397, 674, 447]
- divider: [934, 669, 1102, 670]
- statement-heading: ΔΗΛΟΥΜΕΝ: [753, 407, 854, 426]
- ad-heading-loutra: ΛΟΥΤΡΑ ΚΥΛΛΗΝΗΣ: [158, 1206, 346, 1273]
- signature: Δ. Ε. Σοῦτσος: [1038, 807, 1097, 818]
- paragraph: Ἐπιλέγων δὲ, διευθυντὰ, ἡ δήλωσίς μου εἶνε σαφὴς καὶ κατηγορηματική. Ἀντιτίθεμαι εἰς κάθε ὑπόθεσιν δυσφημιστικὴν καὶ ἐπιφυλάσσομαι ὅπως ζητήσω τὴν νόμιμον ἐπανόρθωσιν.: [1119, 726, 1288, 802]
